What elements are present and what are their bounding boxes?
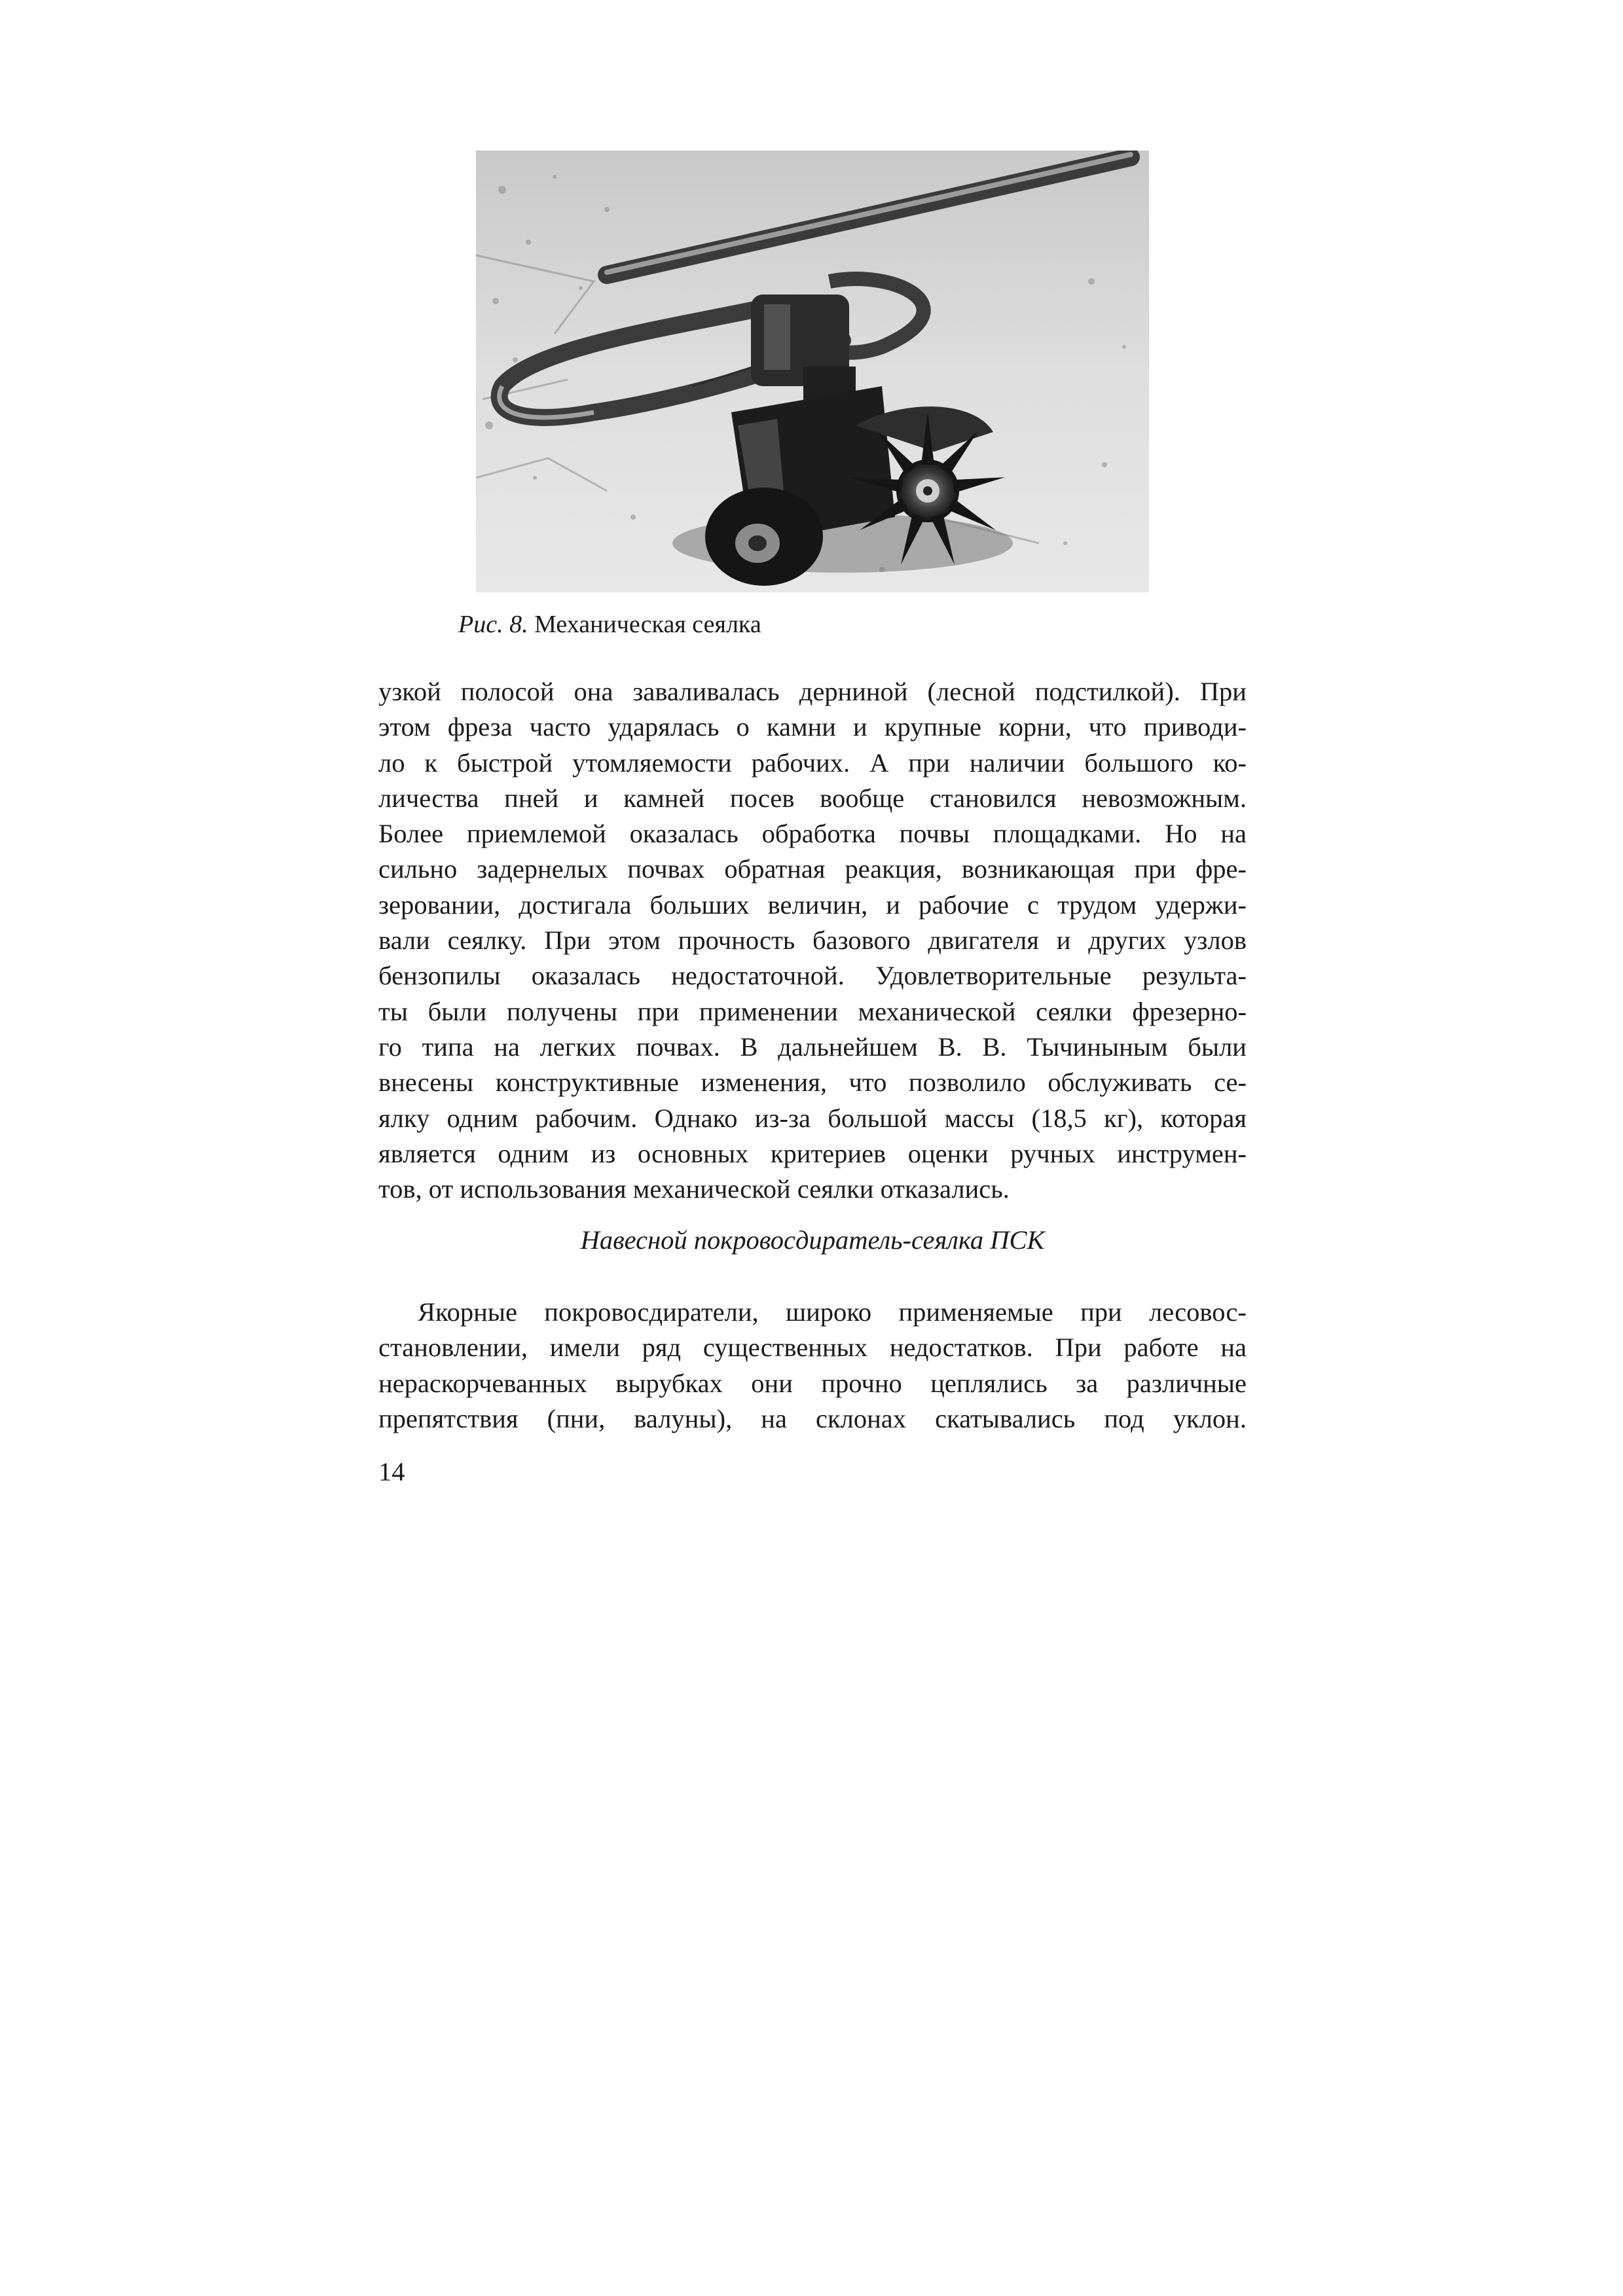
text-line: узкой полосой она заваливалась дерниной (лесной подстилкой). При [378, 677, 1247, 706]
figure-caption [458, 609, 761, 640]
paragraph-2 [378, 1295, 1247, 1437]
mechanical-seeder-image [476, 151, 1149, 592]
text-line: зеровании, достигала больших величин, и рабочие с трудом удержи- [378, 889, 1247, 920]
text-line: Якорные покровосдиратели, широко применяемые при лесовос- [418, 1297, 1247, 1327]
text-line: го типа на легких почвах. В дальнейшем В. В. Тычиныным были [378, 1031, 1247, 1062]
text-line: личества пней и камней посев вообще становился невозможным. [378, 783, 1247, 813]
text-line: Более приемлемой оказалась обработка почвы площадками. Но на [378, 819, 1247, 849]
text-line: вали сеялку. При этом прочность базового двигателя и других узлов [378, 925, 1247, 956]
text-line: ялку одним рабочим. Однако из-за большой массы (18,5 кг), которая [378, 1103, 1247, 1133]
paragraph-1 [378, 674, 1247, 1207]
figure-title: Механическая сеялка [534, 611, 761, 638]
page-number: 14 [378, 1457, 405, 1486]
figure-label: Рис. 8. [458, 611, 528, 638]
text-line: ты были получены при применении механической сеялки фрезерно- [378, 996, 1247, 1026]
text-line: этом фреза часто ударялась о камни и крупные корни, что приводи- [378, 712, 1247, 742]
text-line: становлении, имели ряд существенных недостатков. При работе на [378, 1333, 1247, 1363]
figure-photo [476, 151, 1149, 592]
text-line: тов, от использования механической сеялки отказались. [378, 1174, 1010, 1204]
text-line: препятствия (пни, валуны), на склонах скатывались под уклон. [378, 1403, 1247, 1433]
text-line: нераскорчеванных вырубках они прочно цеплялись за различные [378, 1368, 1247, 1398]
section-heading: Навесной покровосдиратель-сеялка ПСК [580, 1225, 1045, 1255]
text-line: бензопилы оказалась недостаточной. Удовлетворительные результа- [378, 961, 1247, 991]
text-line: сильно задернелых почвах обратная реакция, возникающая при фре- [378, 854, 1247, 884]
text-line: является одним из основных критериев оценки ручных инструмен- [378, 1138, 1247, 1168]
text-line: ло к быстрой утомляемости рабочих. А при наличии большого ко- [378, 747, 1247, 778]
text-line: внесены конструктивные изменения, что позволило обслуживать се- [378, 1067, 1247, 1098]
